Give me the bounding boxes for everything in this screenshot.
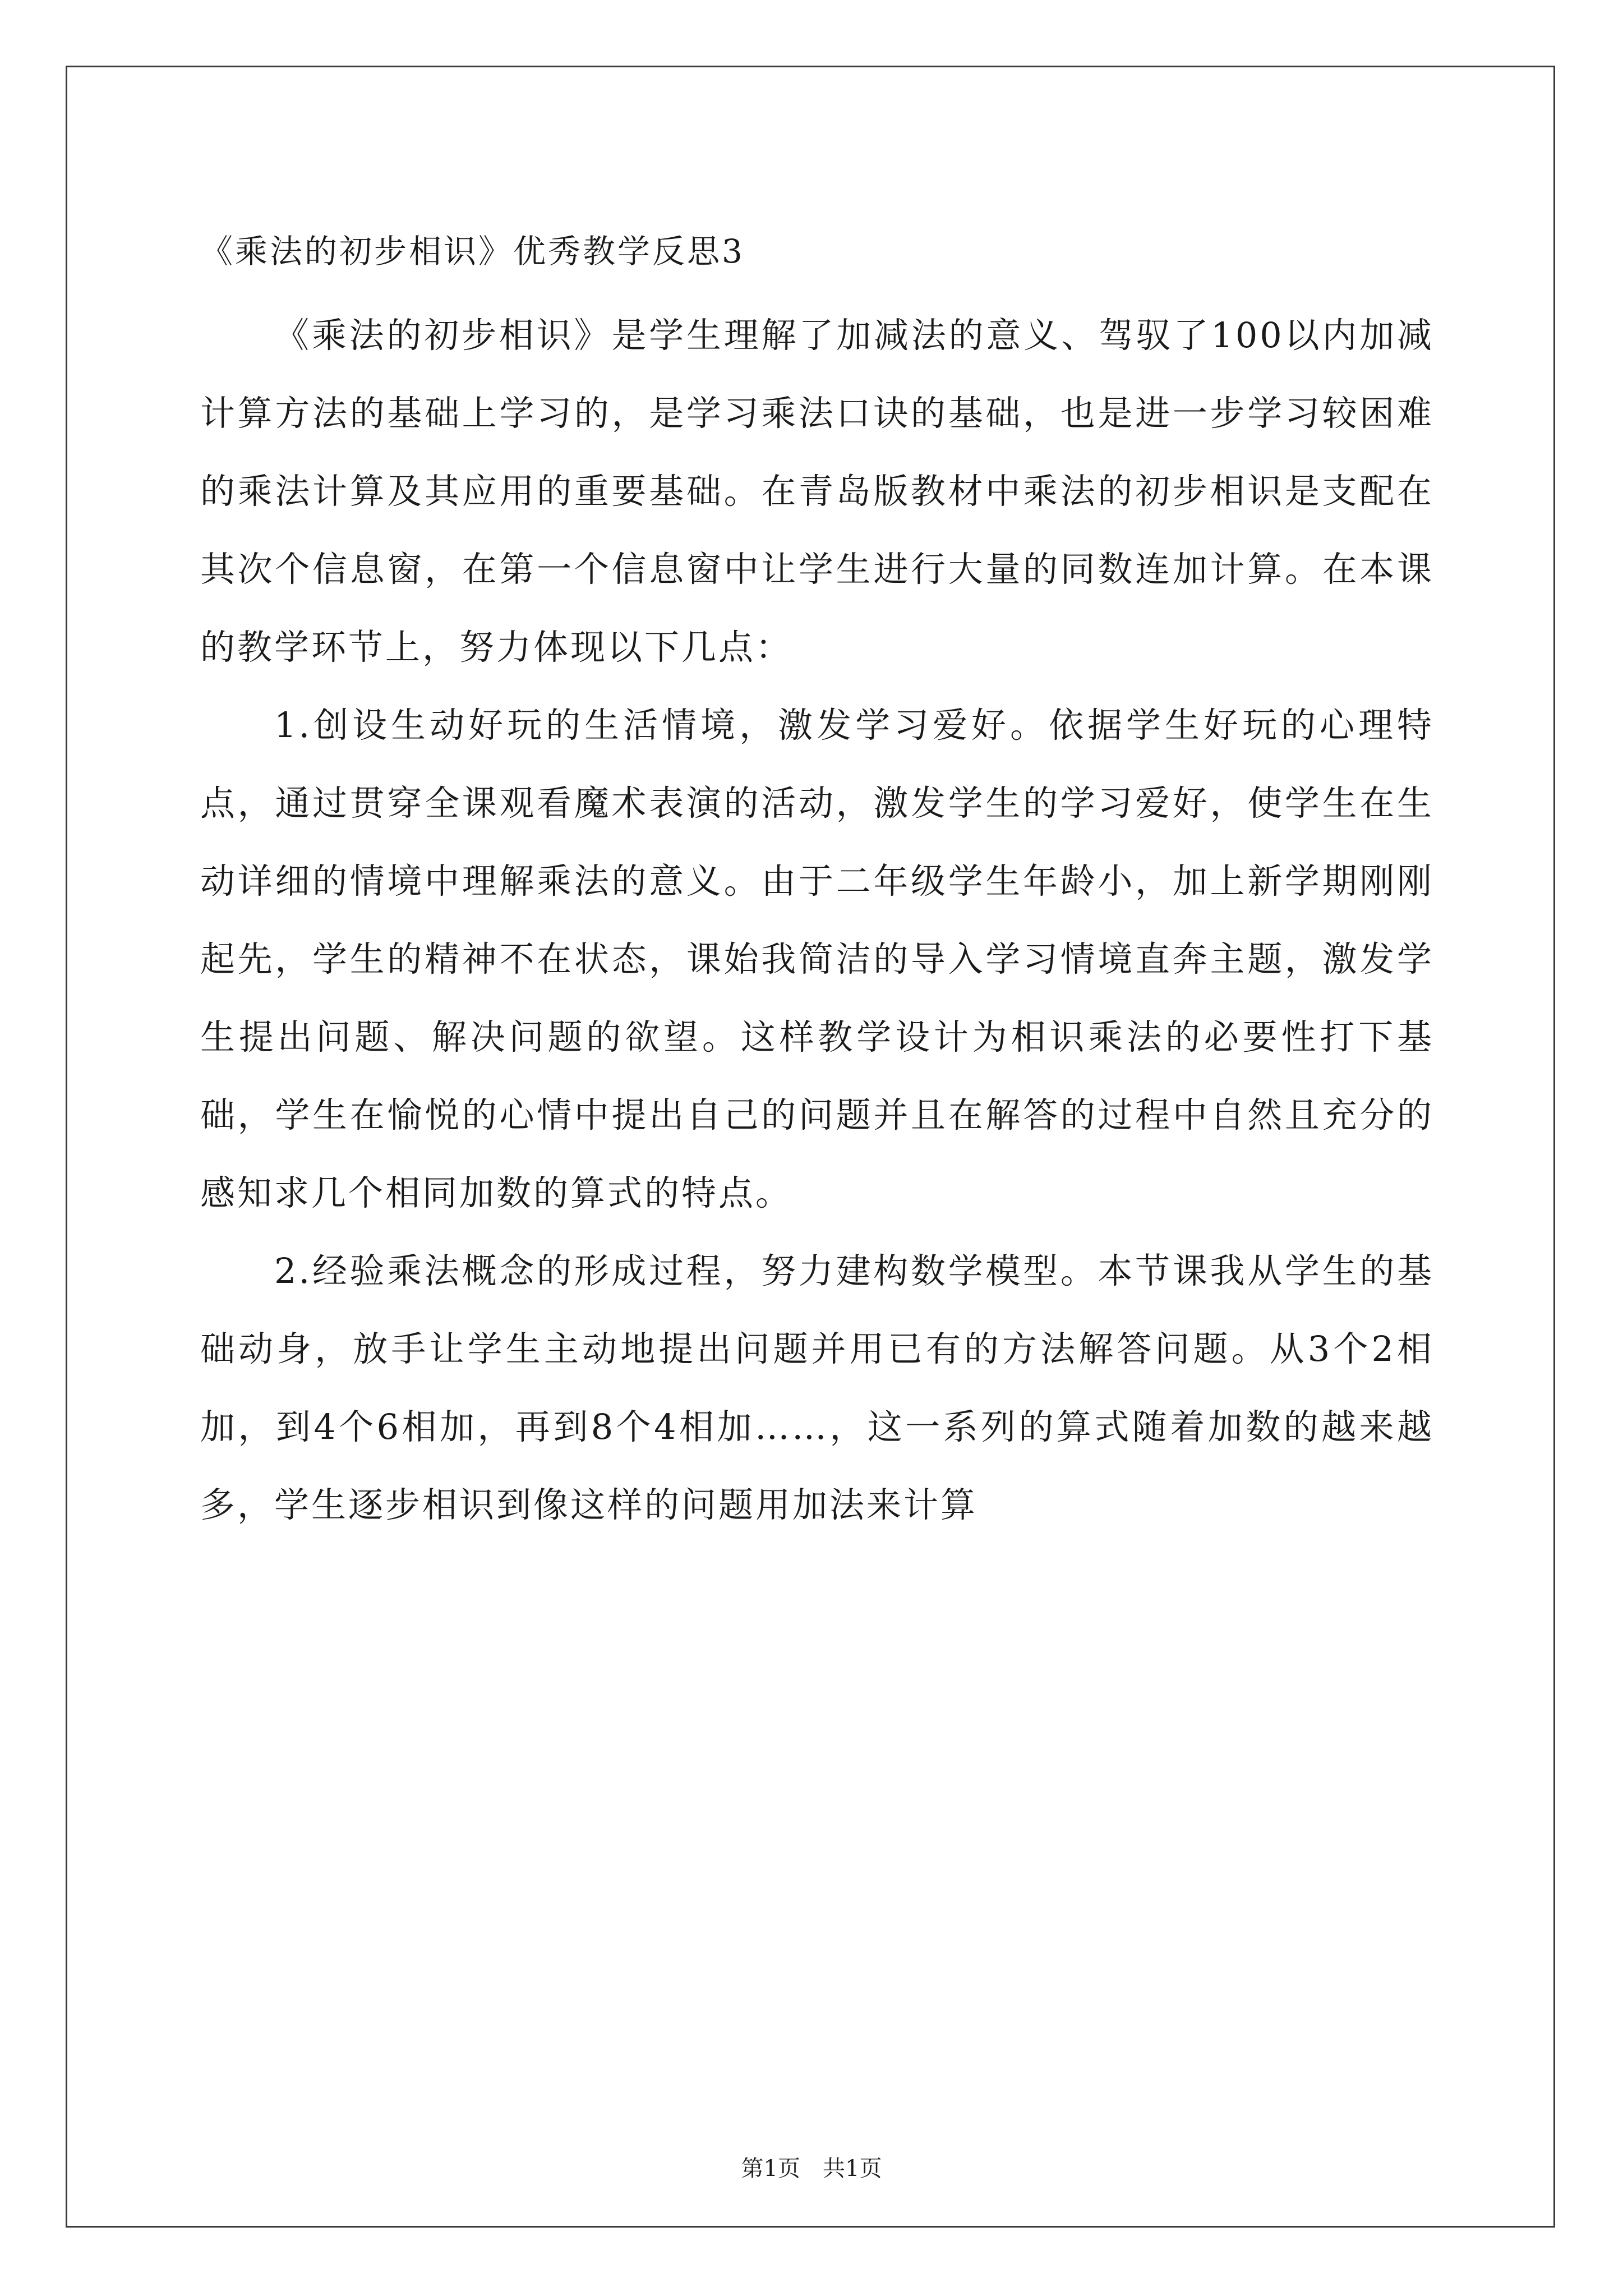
document-title: 《乘法的初步相识》优秀教学反思3 [200,232,745,270]
paragraph-point-2: 2.经验乘法概念的形成过程，努力建构数学模型。本节课我从学生的基础动身，放手让学生主动地提出问题并用已有的方法解答问题。从3个2相加，到4个6相加，再到8个4相加……，这一系列的算式随着加数的越来越多，学生逐步相识到像这样的问题用加法来计算 [200,1250,1434,1525]
page-number: 第1页 [741,2156,800,2182]
paragraph-intro: 《乘法的初步相识》是学生理解了加减法的意义、驾驭了100以内加减计算方法的基础上学习的，是学习乘法口诀的基础，也是进一步学习较困难的乘法计算及其应用的重要基础。在青岛版教材中乘法的初步相识是支配在其次个信息窗，在第一个信息窗中让学生进行大量的同数连加计算。在本课的教学环节上，努力体现以下几点： [200,315,1434,668]
paragraph-point-1: 1.创设生动好玩的生活情境，激发学习爱好。依据学生好玩的心理特点，通过贯穿全课观看魔术表演的活动，激发学生的学习爱好，使学生在生动详细的情境中理解乘法的意义。由于二年级学生年龄小，加上新学期刚刚起先，学生的精神不在状态，课始我简洁的导入学习情境直奔主题，激发学生提出问题、解决问题的欲望。这样教学设计为相识乘法的必要性打下基础，学生在愉悦的心情中提出自己的问题并且在解答的过程中自然且充分的感知求几个相同加数的算式的特点。 [200,705,1434,1213]
page-footer [0,2153,1623,2184]
page-total: 共1页 [823,2156,882,2182]
document-body [200,296,1434,1544]
